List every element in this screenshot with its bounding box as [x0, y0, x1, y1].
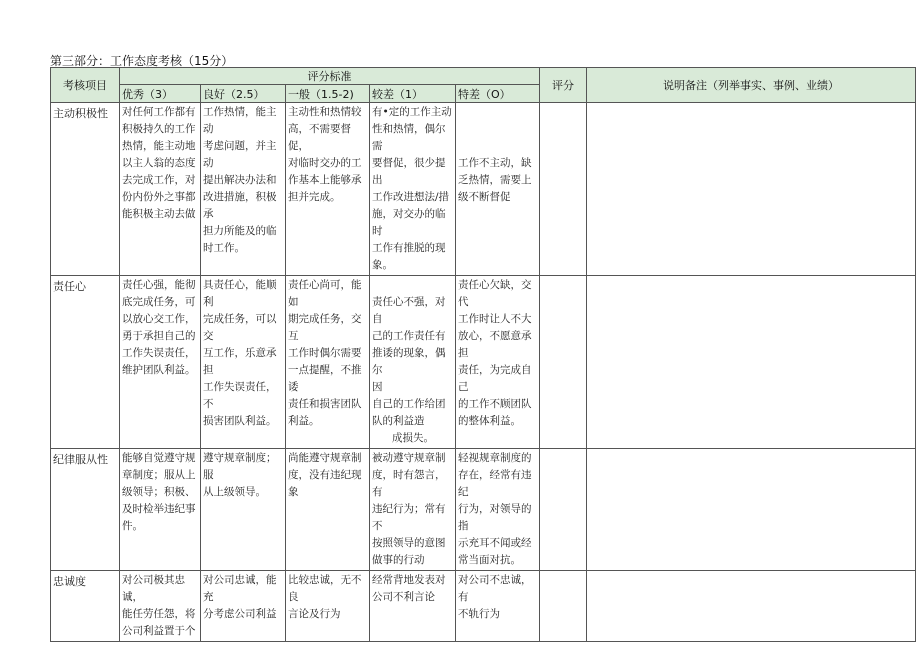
note-cell[interactable]	[587, 571, 916, 642]
criteria-cell: 能够自觉遵守规 章制度；服从上 级领导；积极、 及时检举违纪事 件。	[120, 449, 201, 571]
criteria-cell: 对公司极其忠诚， 能任劳任怨，将 公司利益置于个	[120, 571, 201, 642]
note-cell[interactable]	[587, 103, 916, 276]
criteria-cell: 主动性和热情较 高，不需要督促， 对临时交办的工 作基本上能够承 担并完成。	[286, 103, 370, 276]
table-row	[51, 276, 916, 449]
criteria-cell: 工作不主动，缺 乏热情，需要上 级不断督促	[456, 103, 540, 276]
row-item-label: 忠诚度	[51, 571, 120, 642]
header-score: 评分	[540, 68, 587, 103]
level-excellent: 优秀（3）	[120, 85, 201, 103]
criteria-cell: 比较忠诚，无不良 言论及行为	[286, 571, 370, 642]
score-cell[interactable]	[540, 571, 587, 642]
criteria-cell: 责任心强，能彻 底完成任务，可 以放心交工作， 勇于承担自己的 工作失误责任， 维护团队利益。	[120, 276, 201, 449]
criteria-cell: 责任心尚可，能如 期完成任务，交互 工作时偶尔需要 一点提醒，不推诿 责任和损害团队 利益。	[286, 276, 370, 449]
criteria-cell: 遵守规章制度；服 从上级领导。	[201, 449, 286, 571]
criteria-cell: 轻视规章制度的 存在，经常有违纪 行为，对领导的指 示充耳不闻或经 常当面对抗。	[456, 449, 540, 571]
level-average: 一般（1.5-2)	[286, 85, 370, 103]
row-item-label: 主动积极性	[51, 103, 120, 276]
header-note: 说明备注（列举事实、事例、业绩）	[587, 68, 916, 103]
criteria-cell: 具责任心，能顺利 完成任务，可以交 互工作，乐意承担 工作失误责任，不 损害团队利益。	[201, 276, 286, 449]
criteria-cell: 对任何工作都有 积极持久的工作 热情，能主动地 以主人翁的态度 去完成工作，对 份内份外之事都 能积极主动去做	[120, 103, 201, 276]
criteria-cell: 尚能遵守规章制 度，没有违纪现象	[286, 449, 370, 571]
row-item-label: 责任心	[51, 276, 120, 449]
section-title: 第三部分：工作态度考核（15分）	[50, 54, 234, 68]
note-cell[interactable]	[587, 449, 916, 571]
criteria-cell: 对公司不忠诚，有 不轨行为	[456, 571, 540, 642]
criteria-cell: 对公司忠诚，能充 分考虑公司利益	[201, 571, 286, 642]
criteria-cell: 经常背地发表对 公司不利言论	[370, 571, 456, 642]
table-row	[51, 449, 916, 571]
criteria-cell: 责任心欠缺，交代 工作时让人不大 放心，不愿意承担 责任，为完成自己 的工作不顾团队 的整体利益。	[456, 276, 540, 449]
note-cell[interactable]	[587, 276, 916, 449]
score-cell[interactable]	[540, 276, 587, 449]
level-good: 良好（2.5）	[201, 85, 286, 103]
criteria-cell: 工作热情，能主动 考虑问题，并主动 提出解决办法和 改进措施，积极承 担力所能及的临 时工作。	[201, 103, 286, 276]
criteria-cell: 有•定的工作主动 性和热情，偶尔需 要督促，很少提出 工作改进想法/措 施，对交办的临时 工作有推脱的现 象。	[370, 103, 456, 276]
criteria-cell: 责任心不强，对自 己的工作责任有 推诿的现象，偶尔 因 自己的工作给团 队的利益造 成损失。	[370, 276, 456, 449]
table-row	[51, 571, 916, 642]
score-cell[interactable]	[540, 103, 587, 276]
table-row	[51, 103, 916, 276]
criteria-cell: 被动遵守规章制 度，时有怨言，有 违纪行为；常有不 按照领导的意图 做事的行动	[370, 449, 456, 571]
score-cell[interactable]	[540, 449, 587, 571]
header-standard: 评分标准	[120, 68, 540, 85]
header-item: 考核项目	[51, 68, 120, 103]
level-poor: 较差（1）	[370, 85, 456, 103]
row-item-label: 纪律服从性	[51, 449, 120, 571]
level-very-poor: 特差（O）	[456, 85, 540, 103]
attitude-assessment-table	[50, 67, 916, 642]
